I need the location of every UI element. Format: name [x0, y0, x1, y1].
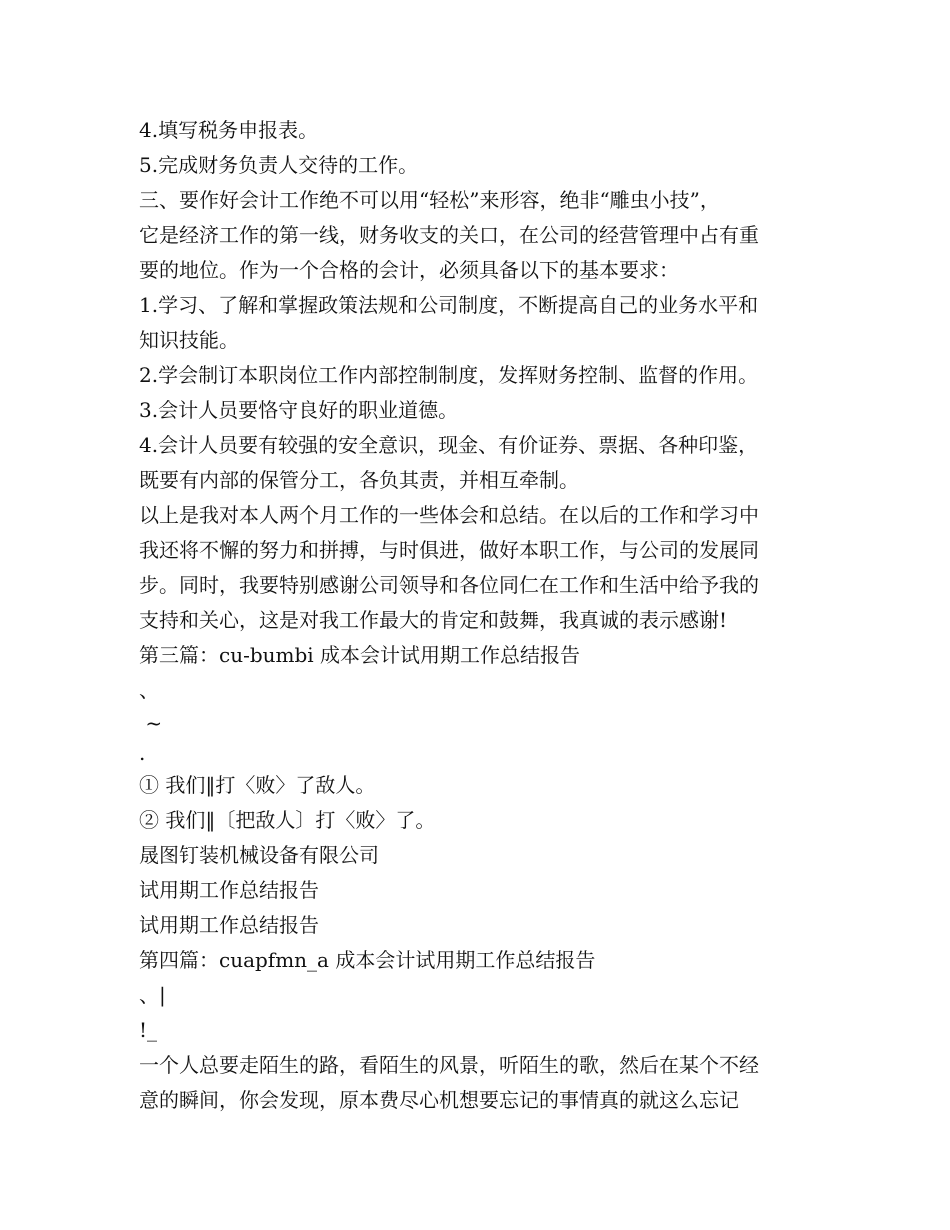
text-line: 以上是我对本人两个月工作的一些体会和总结。在以后的工作和学习中	[139, 503, 759, 527]
text-line: 三、要作好会计工作绝不可以用“轻松”来形容，绝非“雕虫小技”，	[139, 188, 720, 212]
text-line: 一个人总要走陌生的路，看陌生的风景，听陌生的歌，然后在某个不经	[139, 1053, 759, 1077]
text-line: ① 我们‖打〈败〉了敌人。	[139, 773, 376, 797]
text-line: 我还将不懈的努力和拼搏，与时俱进，做好本职工作，与公司的发展同	[139, 538, 759, 562]
text-line: 步。同时，我要特别感谢公司领导和各位同仁在工作和生活中给予我的	[139, 573, 759, 597]
text-line: 既要有内部的保管分工，各负其责，并相互牵制。	[139, 468, 579, 492]
text-line: 1.学习、了解和掌握政策法规和公司制度，不断提高自己的业务水平和	[139, 293, 759, 317]
text-line: 试用期工作总结报告	[139, 878, 319, 902]
text-line: 意的瞬间，你会发现，原本费尽心机想要忘记的事情真的就这么忘记	[139, 1088, 739, 1112]
text-line: 2.学会制订本职岗位工作内部控制制度，发挥财务控制、监督的作用。	[139, 363, 759, 387]
text-line: 试用期工作总结报告	[139, 913, 319, 937]
stray-mark: !_	[139, 1018, 158, 1042]
text-line: 要的地位。作为一个合格的会计，必须具备以下的基本要求：	[139, 258, 679, 282]
text-line: 晟图钉装机械设备有限公司	[139, 843, 379, 867]
text-line: 5.完成财务负责人交待的工作。	[139, 153, 419, 177]
stray-mark: 、|	[139, 983, 166, 1007]
text-line: ② 我们‖〔把敌人〕打〈败〉了。	[139, 808, 436, 832]
document-body	[139, 113, 819, 1118]
stray-mark: ~	[139, 711, 163, 735]
text-line: 知识技能。	[139, 328, 239, 352]
text-line: 4.会计人员要有较强的安全意识，现金、有价证券、票据、各种印鉴，	[139, 433, 759, 457]
stray-mark: .	[139, 741, 146, 765]
section-heading: 第四篇：cuapfmn_a 成本会计试用期工作总结报告	[139, 948, 596, 972]
section-heading: 第三篇：cu-bumbi 成本会计试用期工作总结报告	[139, 643, 581, 667]
text-line: 3.会计人员要恪守良好的职业道德。	[139, 398, 459, 422]
text-line: 支持和关心，这是对我工作最大的肯定和鼓舞，我真诚的表示感谢!	[139, 608, 728, 632]
stray-mark: 、	[139, 678, 159, 702]
text-line: 4.填写税务申报表。	[139, 118, 319, 142]
text-line: 它是经济工作的第一线，财务收支的关口，在公司的经营管理中占有重	[139, 223, 759, 247]
